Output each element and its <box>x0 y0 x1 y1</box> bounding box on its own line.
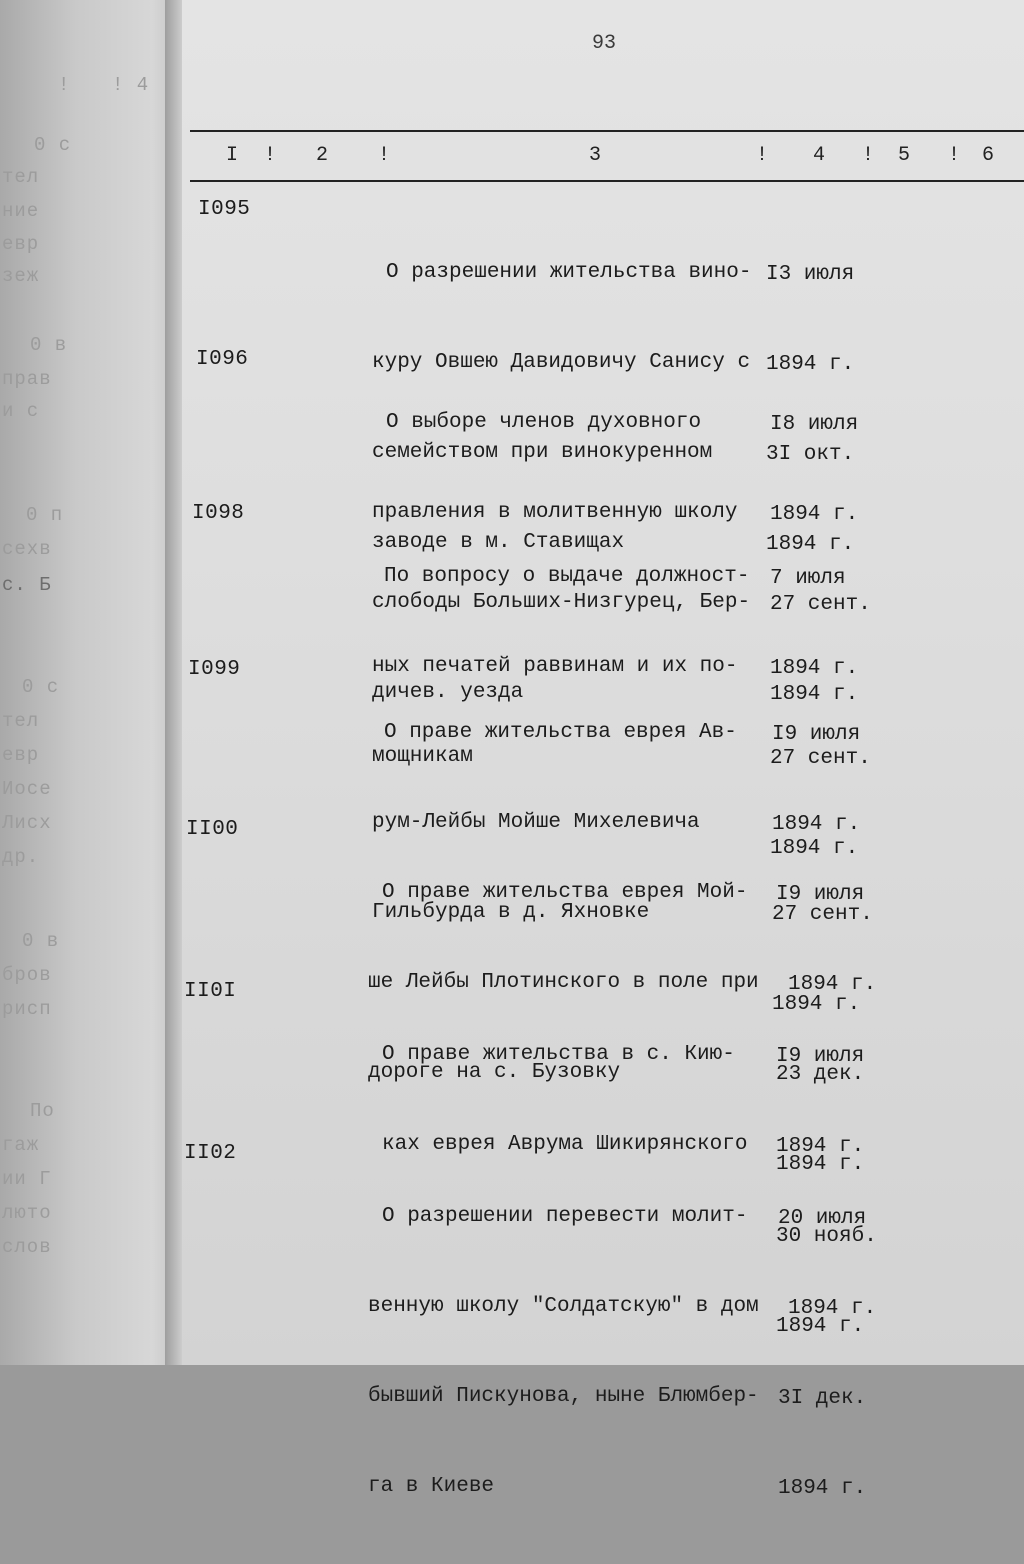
date-line: 1894 г. <box>770 503 859 526</box>
ghost-text: с. Б <box>2 574 52 596</box>
ghost-text: рисп <box>2 998 52 1020</box>
header-col1: I <box>226 144 239 167</box>
ghost-text: 0 с <box>34 134 72 156</box>
description-line: рум-Лейбы Мойше Михелевича <box>372 811 700 834</box>
entry-number: I096 <box>196 348 249 371</box>
description-line: слободы Больших-Низгурец, Бер- <box>372 591 751 614</box>
description-line: О разрешении перевести молит- <box>382 1205 748 1228</box>
ghost-text: Иосе <box>2 778 52 800</box>
description-line: Гильбурда в д. Яхновке <box>372 901 650 924</box>
ghost-text: тел <box>2 166 40 188</box>
header-col2: 2 <box>316 144 329 167</box>
ghost-text: ние <box>2 200 40 222</box>
header-top-rule <box>190 130 1024 132</box>
ghost-text: др. <box>2 846 40 868</box>
date-line: 27 сент. <box>772 903 873 926</box>
date-line: 1894 г. <box>770 657 859 680</box>
header-col3: 3 <box>589 144 602 167</box>
description-line: По вопросу о выдаче должност- <box>384 565 750 588</box>
date-line: 3I дек. <box>778 1387 867 1410</box>
description-line: правления в молитвенную школу <box>372 501 738 524</box>
date-line: 1894 г. <box>772 813 861 836</box>
ghost-text: гаж <box>2 1134 40 1156</box>
date-line: 1894 г. <box>776 1135 865 1158</box>
date-line: 30 нояб. <box>776 1225 877 1248</box>
date-line: 1894 г. <box>776 1153 865 1176</box>
ghost-text: ! <box>58 74 71 96</box>
date-line: 1894 г. <box>788 973 877 996</box>
description-line: венную школу "Солдатскую" в дом <box>368 1295 759 1318</box>
date-line: 1894 г. <box>772 993 861 1016</box>
ghost-text: 0 с <box>22 676 60 698</box>
ghost-text: и с <box>2 400 40 422</box>
header-col4: 4 <box>813 144 826 167</box>
description-line: ше Лейбы Плотинского в поле при <box>368 971 759 994</box>
description-line: семейством при винокуренном <box>372 441 713 464</box>
date-line: 27 сент. <box>770 747 871 770</box>
description-line: заводе в м. Ставищах <box>372 531 625 554</box>
description-line: дороге на с. Бузовку <box>368 1061 621 1084</box>
description-line: бывший Пискунова, ныне Блюмбер- <box>368 1385 759 1408</box>
description-line: О выборе членов духовного <box>386 411 702 434</box>
entry-number: I095 <box>198 198 251 221</box>
description-line: ных печатей раввинам и их по- <box>372 655 738 678</box>
date-line: 1894 г. <box>770 837 859 860</box>
date-line: 1894 г. <box>766 353 855 376</box>
date-line: 1894 г. <box>766 533 855 556</box>
entry-number: II0I <box>184 980 237 1003</box>
header-separator: ! <box>756 144 769 167</box>
entry-number: II00 <box>186 818 239 841</box>
header-col6: 6 <box>982 144 995 167</box>
description-line: мощникам <box>372 745 473 768</box>
date-line: I9 июля <box>772 723 861 746</box>
header-separator: ! <box>862 144 875 167</box>
description-line: ках еврея Аврума Шикирянского <box>382 1133 748 1156</box>
date-line: 20 июля <box>778 1207 867 1230</box>
ghost-text: По <box>30 1100 55 1122</box>
entry-dates <box>778 1144 876 1564</box>
date-line: 1894 г. <box>778 1477 867 1500</box>
ghost-text: сехв <box>2 538 52 560</box>
ghost-text: тел <box>2 710 40 732</box>
date-line: 23 дек. <box>776 1063 865 1086</box>
date-line: 1894 г. <box>788 1297 877 1320</box>
date-line: I9 июля <box>776 1045 865 1068</box>
date-line: 1894 г. <box>776 1315 865 1338</box>
ghost-text: прав <box>2 368 52 390</box>
ghost-text: 0 в <box>22 930 60 952</box>
entry-number: II02 <box>184 1142 237 1165</box>
description-line: га в Киеве <box>368 1475 495 1498</box>
date-line: I3 июля <box>766 263 855 286</box>
ghost-text: люто <box>2 1202 52 1224</box>
description-line: О разрешении жительства вино- <box>386 261 752 284</box>
description-line: О праве жительства в с. Кию- <box>382 1043 735 1066</box>
ghost-text: бров <box>2 964 52 986</box>
date-line: I9 июля <box>776 883 865 906</box>
left-facing-page <box>0 0 190 1365</box>
description-line: куру Овшею Давидовичу Санису с <box>372 351 751 374</box>
ghost-text: ! 4 <box>112 74 150 96</box>
ghost-text: слов <box>2 1236 52 1258</box>
description-line: О праве жительства еврея Ав- <box>384 721 737 744</box>
ghost-text: Лисх <box>2 812 52 834</box>
header-separator: ! <box>378 144 391 167</box>
ghost-text: ии Г <box>2 1168 52 1190</box>
header-separator: ! <box>948 144 961 167</box>
date-line: I8 июля <box>770 413 859 436</box>
page-number: 93 <box>592 32 617 55</box>
ghost-text: 0 в <box>30 334 68 356</box>
header-separator: ! <box>264 144 277 167</box>
ghost-text: евр <box>2 233 40 255</box>
ghost-text: 0 п <box>26 504 64 526</box>
header-bottom-rule <box>190 180 1024 182</box>
entry-number: I098 <box>192 502 245 525</box>
date-line: 7 июля <box>770 567 846 590</box>
date-line: 3I окт. <box>766 443 855 466</box>
entry-description <box>368 1142 788 1562</box>
ghost-text: евр <box>2 744 40 766</box>
ghost-text: зеж <box>2 265 40 287</box>
description-line: О праве жительства еврея Мой- <box>382 881 748 904</box>
date-line: 1894 г. <box>770 683 859 706</box>
entry-number: I099 <box>188 658 241 681</box>
header-col5: 5 <box>898 144 911 167</box>
description-line: дичев. уезда <box>372 681 524 704</box>
date-line: 27 сент. <box>770 593 871 616</box>
